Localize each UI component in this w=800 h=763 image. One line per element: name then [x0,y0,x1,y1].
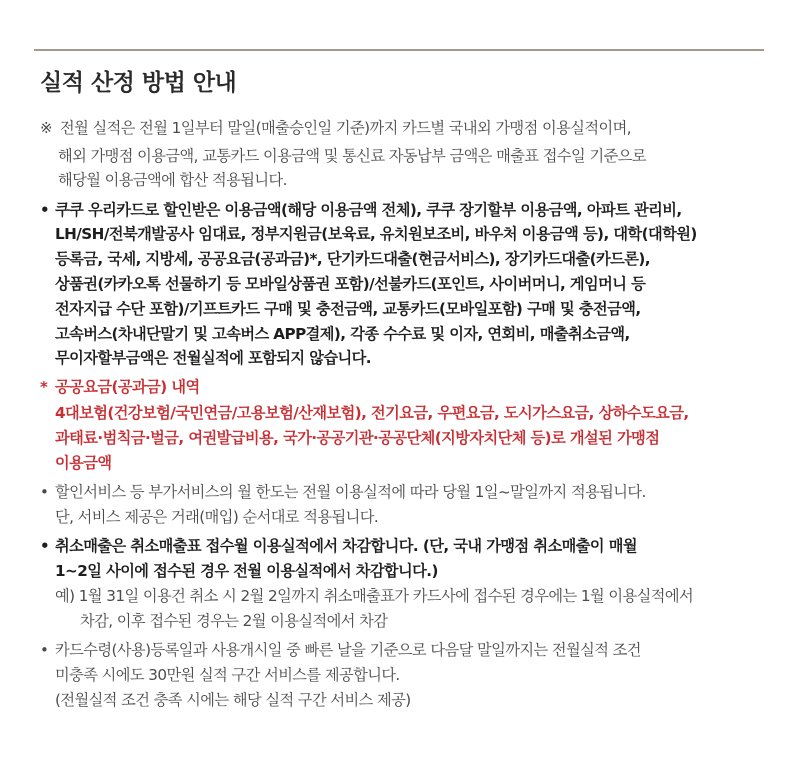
exclusion-line: 무이자할부금액은 전월실적에 포함되지 않습니다. [55,349,371,367]
new-card-line: (전월실적 조건 충족 시에는 해당 실적 구간 서비스 제공) [55,691,411,709]
bullet: • [40,641,49,659]
public-fee-line: 이용금액 [55,454,112,472]
note-line: 해당월 이용금액에 합산 적용됩니다. [58,171,287,189]
page-title: 실적 산정 방법 안내 [40,70,237,96]
exclusion-line: 전자지급 수단 포함)/기프트카드 구매 및 충전금액, 교통카드(모바일포함) 구매 및 충전금액, [55,300,641,318]
exclusion-line: 등록금, 국세, 지방세, 공공요금(공과금)*, 단기카드대출(현금서비스), 장기카드대출(카드론), [55,250,650,268]
bullet: • [40,483,49,501]
public-fee-line: 과태료·범칙금·벌금, 여권발급비용, 국가·공공기관·공공단체(지방자치단체 등)로 개설된 가맹점 [55,429,660,447]
exclusion-line: LH/SH/전북개발공사 임대료, 정부지원금(보육료, 유치원보조비, 바우처 이용금액 등), 대학(대학원) [55,225,697,243]
exclusion-line: 상품권(카카오톡 선물하기 등 모바일상품권 포함)/선불카드(포인트, 사이버머니, 게임머니 등 [55,275,646,293]
public-fee-heading: 공공요금(공과금) 내역 [55,378,200,396]
bullet: • [40,201,50,219]
limit-line: 단, 서비스 제공은 거래(매입) 순서대로 적용됩니다. [55,508,379,526]
top-divider [34,49,764,51]
exclusion-line: 쿠쿠 우리카드로 할인받은 이용금액(해당 이용금액 전체), 쿠쿠 장기할부 이용금액, 아파트 관리비, [55,201,682,219]
exclusion-line: 고속버스(차내단말기 및 고속버스 APP결제), 각종 수수료 및 이자, 연회비, 매출취소금액, [55,325,630,343]
public-fee-line: 4대보험(건강보험/국민연금/고용보험/산재보험), 전기요금, 우편요금, 도시가스요금, 상하수도요금, [55,404,689,422]
limit-line: 할인서비스 등 부가서비스의 월 한도는 전월 이용실적에 따라 당월 1일~말일까지 적용됩니다. [55,483,646,501]
example-line: 예) 1월 31일 이용건 취소 시 2월 2일까지 취소매출표가 카드사에 접수된 경우에는 1월 이용실적에서 [55,587,694,605]
cancel-line: 취소매출은 취소매출표 접수월 이용실적에서 차감합니다. (단, 국내 가맹점 취소매출이 매월 [55,537,637,555]
note-mark: ※ [40,119,53,137]
example-line: 차감, 이후 접수된 경우는 2월 이용실적에서 차감 [80,612,388,630]
cancel-line: 1~2일 사이에 접수된 경우 전월 이용실적에서 차감합니다.) [55,562,438,580]
bullet: • [40,537,50,555]
note-line: 해외 가맹점 이용금액, 교통카드 이용금액 및 통신료 자동납부 금액은 매출표 접수일 기준으로 [58,147,646,165]
new-card-line: 카드수령(사용)등록일과 사용개시일 중 빠른 날을 기준으로 다음달 말일까지는 전월실적 조건 [55,641,641,659]
note-line: 전월 실적은 전월 1일부터 말일(매출승인일 기준)까지 카드별 국내외 가맹점 이용실적이며, [60,119,632,137]
asterisk-mark: * [40,378,48,396]
new-card-line: 미충족 시에도 30만원 실적 구간 서비스를 제공합니다. [55,666,400,684]
